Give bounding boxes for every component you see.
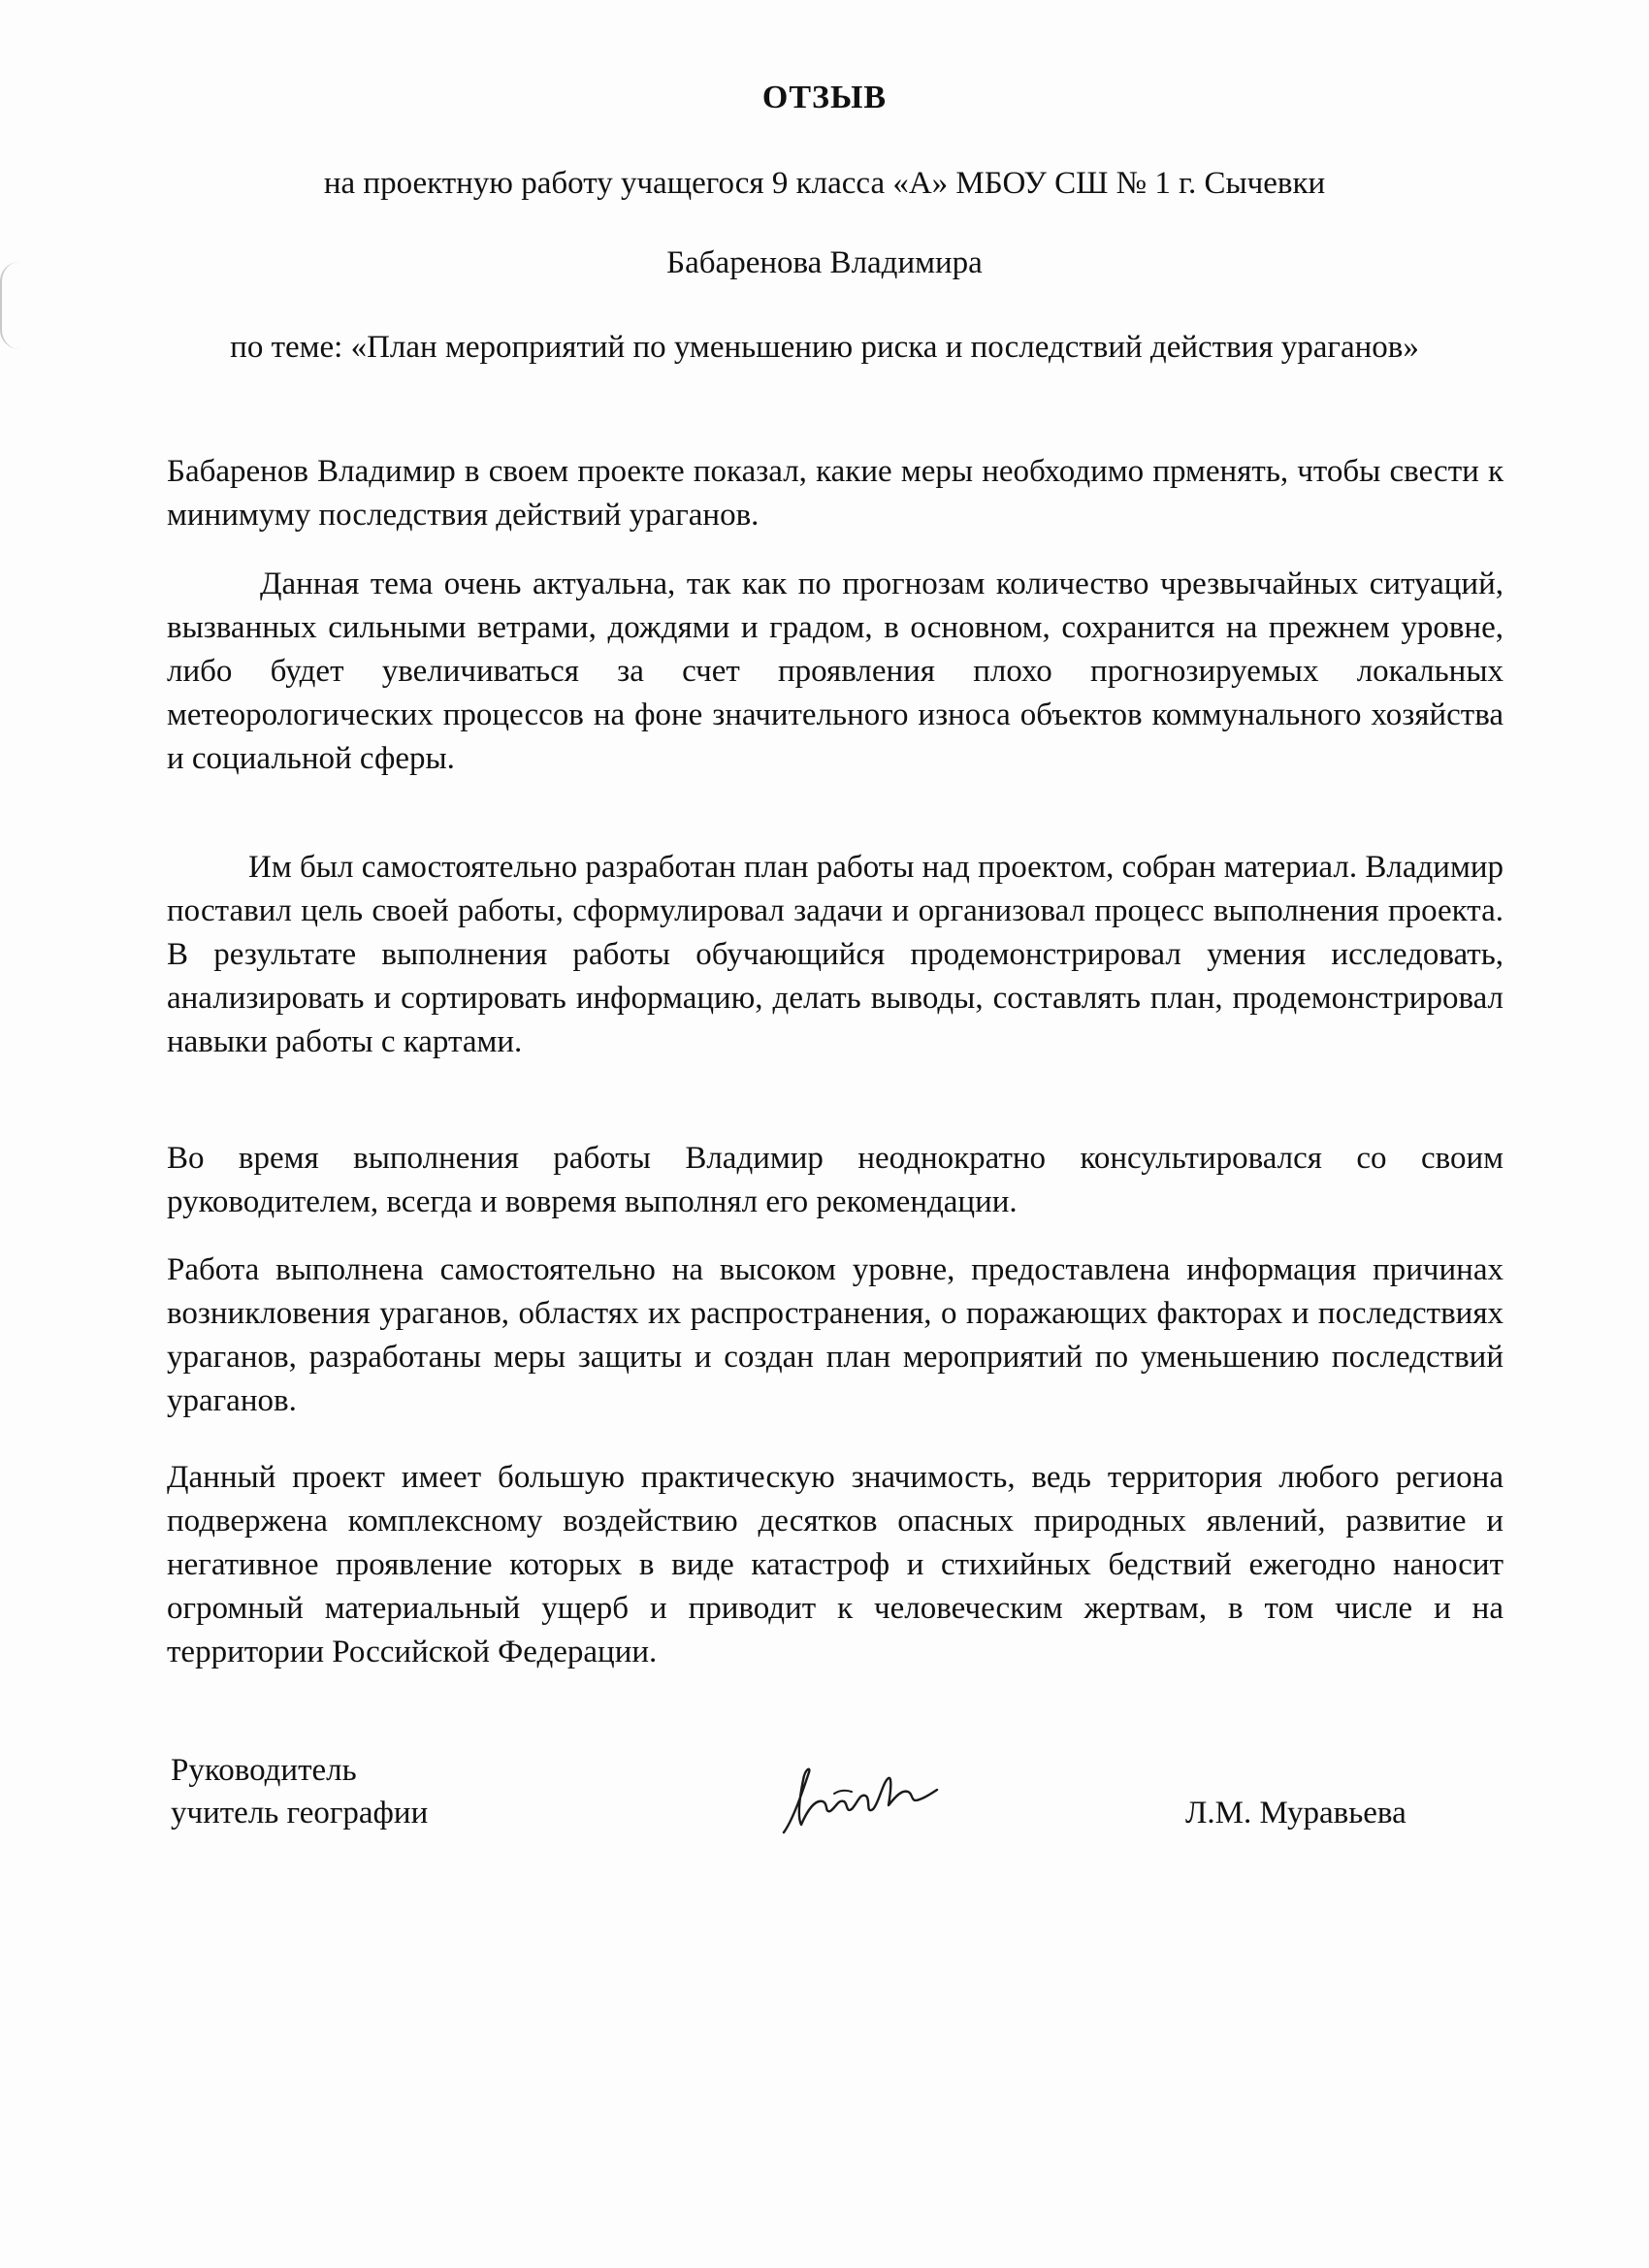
handwritten-signature xyxy=(776,1761,941,1838)
student-name: Бабаренова Владимира xyxy=(666,245,983,280)
paragraph-1: Бабаренов Владимир в своем проекте показал, какие меры необходимо прменять, чтобы свести к минимуму последствия действий ураганов. xyxy=(167,454,1504,533)
signer-name: Л.М. Муравьева xyxy=(1185,1796,1406,1831)
signer-role-line-1: Руководитель xyxy=(171,1753,357,1788)
signer-role-line-2: учитель географии xyxy=(171,1796,429,1831)
paragraph-2: Данная тема очень актуальна, так как по прогнозам количество чрезвычайных ситуаций, вызванных сильными ветрами, дождями и градом, в основном, сохранится на прежнем уровне, либо будет увеличиваться за счет проявления плохо прогнозируемых локальных метеорологических процессов на фоне значительного износа объектов коммунального хозяйства и социальной сферы. xyxy=(167,567,1504,776)
paragraph-5: Работа выполнена самостоятельно на высоком уровне, предоставлена информация причинах возникловения ураганов, областях их распространения, о поражающих факторах и последствиях ураганов, разработаны меры защиты и создан план мероприятий по уменьшению последствий ураганов. xyxy=(167,1252,1504,1418)
review-subject-line: на проектную работу учащегося 9 класса «А» МБОУ СШ № 1 г. Сычевки xyxy=(323,166,1326,201)
paragraph-4: Во время выполнения работы Владимир неоднократно консультировался со своим руководителем, всегда и вовремя выполнял его рекомендации. xyxy=(167,1141,1504,1219)
scan-edge-mark xyxy=(0,262,19,349)
document-title: ОТЗЫВ xyxy=(761,80,888,115)
paragraph-6: Данный проект имеет большую практическую значимость, ведь территория любого региона подвержена комплексному воздействию десятков опасных природных явлений, развитие и негативное проявление которых в виде катастроф и стихийных бедствий ежегодно наносит огромный материальный ущерб и приводит к человеческим жертвам, в том числе и на территории Российской Федерации. xyxy=(167,1460,1504,1669)
paragraph-3: Им был самостоятельно разработан план работы над проектом, собран материал. Владимир поставил цель своей работы, сформулировал задачи и организовал процесс выполнения проекта. В результате выполнения работы обучающийся продемонстрировал умения исследовать, анализировать и сортировать информацию, делать выводы, составлять план, продемонстрировал навыки работы с картами. xyxy=(167,850,1504,1059)
signer-role xyxy=(171,1749,428,1834)
project-topic: по теме: «План мероприятий по уменьшению риска и последствий действия ураганов» xyxy=(230,330,1419,365)
